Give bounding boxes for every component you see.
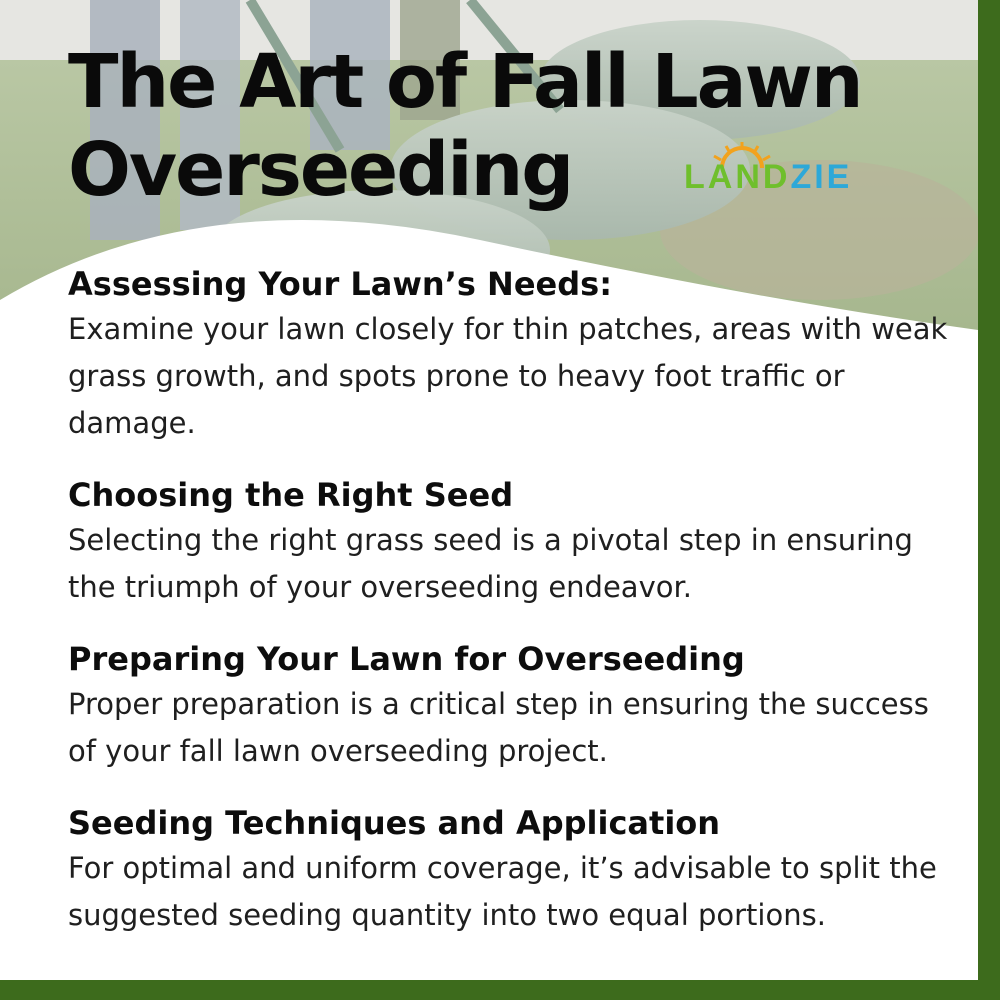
- landzie-logo: [684, 140, 904, 200]
- section-body: For optimal and uniform coverage, it’s advisable to split the suggested seeding quantity into two equal portions.: [68, 851, 937, 932]
- section-heading: Preparing Your Lawn for Overseeding: [68, 640, 745, 678]
- section-body: Selecting the right grass seed is a pivotal step in ensuring the triumph of your overseeding endeavor.: [68, 523, 913, 604]
- content-sections: [68, 262, 958, 965]
- section-seeding-techniques: [68, 801, 958, 939]
- green-border-bottom: [0, 980, 1000, 1000]
- logo-text-green: LAND: [684, 158, 791, 196]
- section-preparing: [68, 637, 958, 775]
- section-heading: Assessing Your Lawn’s Needs:: [68, 265, 612, 303]
- section-choosing-seed: [68, 473, 958, 611]
- section-assessing: [68, 262, 958, 447]
- section-heading: Choosing the Right Seed: [68, 476, 514, 514]
- section-body: Examine your lawn closely for thin patches, areas with weak grass growth, and spots prone to heavy foot traffic or damage.: [68, 312, 948, 440]
- page-title: The Art of Fall Lawn Overseeding: [68, 39, 862, 213]
- section-heading: Seeding Techniques and Application: [68, 804, 721, 842]
- section-body: Proper preparation is a critical step in ensuring the success of your fall lawn overseeding project.: [68, 687, 929, 768]
- logo-text-blue: ZIE: [790, 158, 853, 196]
- logo-wordmark: [684, 158, 852, 197]
- green-border-right: [978, 0, 1000, 1000]
